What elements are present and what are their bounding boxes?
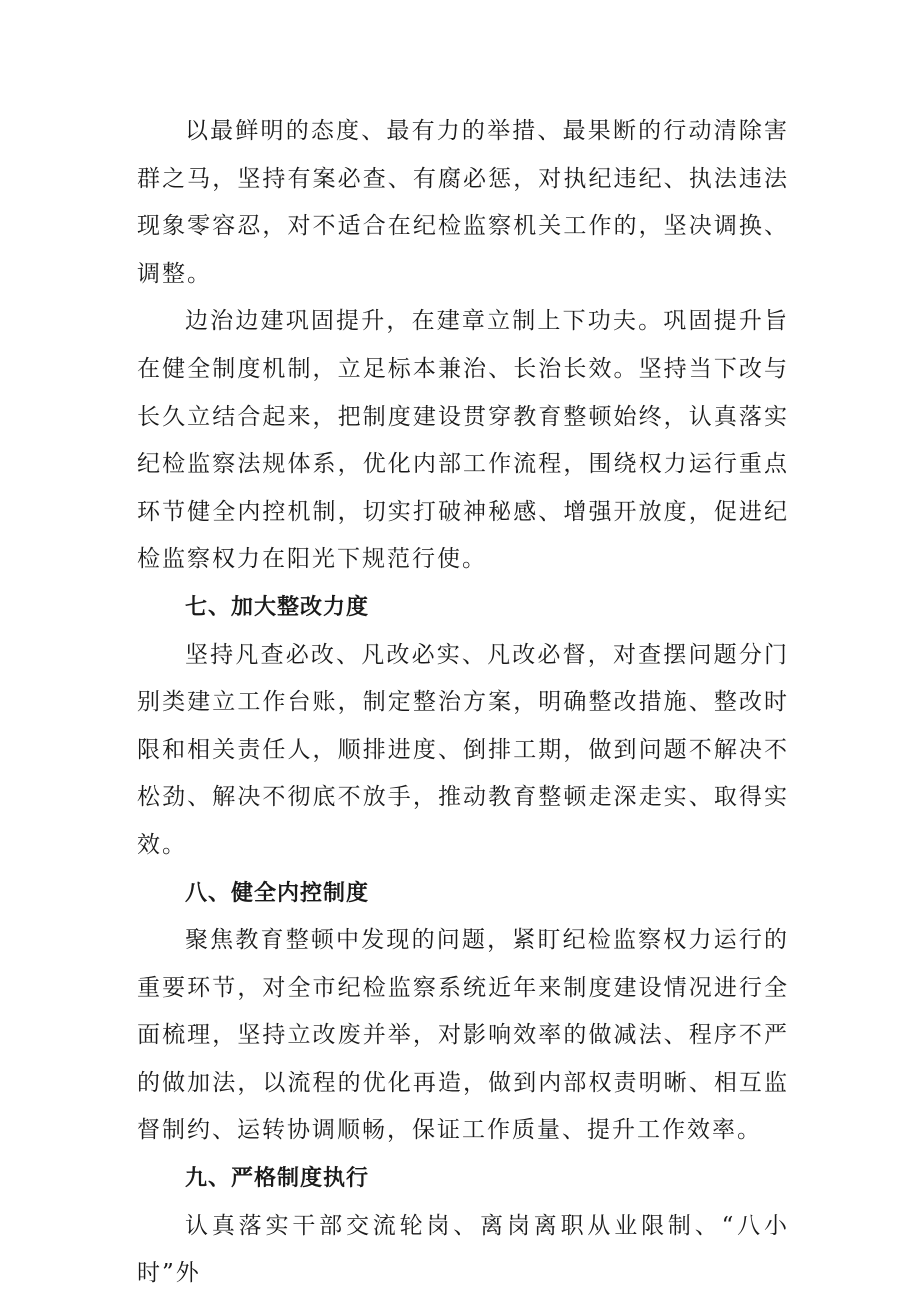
document-page [137,108,789,1298]
paragraph-clear-bad-apples: 以最鲜明的态度、最有力的举措、最果断的行动清除害群之马，坚持有案必查、有腐必惩，对执纪违纪、执法违法现象零容忍，对不适合在纪检监察机关工作的，坚决调换、调整。 [137,118,789,287]
paragraph-rectification: 坚持凡查必改、凡改必实、凡改必督，对查摆问题分门别类建立工作台账，制定整治方案，明确整改措施、整改时限和相关责任人，顺排进度、倒排工期，做到问题不解决不松劲、解决不彻底不放手，推动教育整顿走深走实、取得实效。 [137,641,789,858]
heading-section-8: 八、健全内控制度 [185,880,370,906]
heading-section-9: 九、严格制度执行 [185,1166,370,1192]
paragraph-consolidate-improve: 边治边建巩固提升，在建章立制上下功夫。巩固提升旨在健全制度机制，立足标本兼治、长治长效。坚持当下改与长久立结合起来，把制度建设贯穿教育整顿始终，认真落实纪检监察法规体系，优化内部工作流程，围绕权力运行重点环节健全内控机制，切实打破神秘感、增强开放度，促进纪检监察权力在阳光下规范行使。 [137,308,789,573]
heading-section-7: 七、加大整改力度 [185,594,370,620]
paragraph-system-execution: 认真落实干部交流轮岗、离岗离职从业限制、“八小时”外 [137,1212,789,1287]
paragraph-internal-control: 聚焦教育整顿中发现的问题，紧盯纪检监察权力运行的重要环节，对全市纪检监察系统近年来制度建设情况进行全面梳理，坚持立改废并举，对影响效率的做减法、程序不严的做加法，以流程的优化再造，做到内部权责明晰、相互监督制约、运转协调顺畅，保证工作质量、提升工作效率。 [137,927,789,1144]
